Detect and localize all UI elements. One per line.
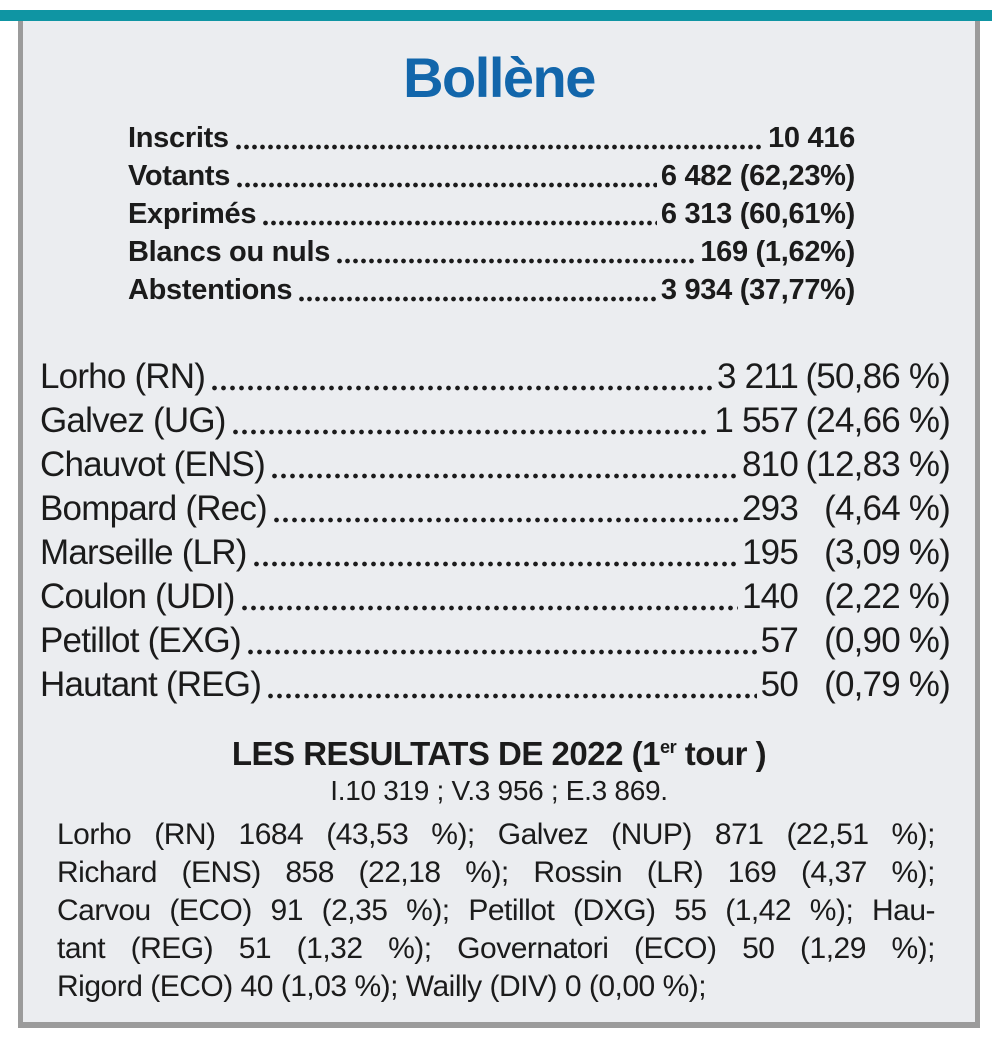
heading-text-suffix: tour ) — [676, 735, 767, 772]
candidate-percentage: (0,90 %) — [824, 621, 950, 660]
candidate-name: Chauvot (ENS) — [40, 445, 265, 484]
results-2022-line: Richard (ENS) 858 (22,18 %); Rossin (LR) 169 (4,37 %); — [57, 856, 935, 889]
dotted-leader — [233, 429, 711, 435]
candidate-percentage: (3,09 %) — [824, 533, 950, 572]
dotted-leader — [248, 649, 757, 655]
candidate-percentage: (0,79 %) — [824, 665, 950, 704]
candidates-block — [40, 355, 950, 707]
candidate-votes: 50 — [760, 665, 798, 704]
turnout-label: Blancs ou nuls — [128, 236, 331, 268]
results-2022-paragraph — [57, 816, 935, 1006]
turnout-label: Exprimés — [128, 198, 257, 230]
candidate-votes: 195 — [742, 533, 798, 572]
candidate-percentage: (12,83 %) — [805, 445, 950, 484]
candidate-row — [40, 355, 950, 399]
turnout-value: 3 934 (37,77%) — [660, 274, 855, 306]
dotted-leader — [212, 385, 713, 391]
dotted-leader — [272, 473, 738, 479]
dotted-leader — [268, 693, 757, 699]
heading-text: LES RESULTATS DE 2022 (1 — [231, 735, 660, 772]
turnout-value: 169 (1,62%) — [700, 236, 855, 268]
candidate-row — [40, 575, 950, 619]
candidate-name: Coulon (UDI) — [40, 577, 235, 616]
turnout-row-exprimes — [128, 195, 855, 233]
turnout-row-votants — [128, 157, 855, 195]
turnout-label: Votants — [128, 160, 231, 192]
results-2022-line: Carvou (ECO) 91 (2,35 %); Petillot (DXG) 55 (1,42 %); Hau- — [57, 894, 935, 927]
dotted-leader — [263, 220, 657, 226]
candidate-row — [40, 399, 950, 443]
turnout-value: 10 416 — [768, 122, 855, 154]
candidate-votes: 140 — [742, 577, 798, 616]
candidate-name: Lorho (RN) — [40, 357, 206, 396]
results-2022-heading — [23, 734, 975, 774]
dotted-leader — [337, 258, 696, 264]
candidate-name: Petillot (EXG) — [40, 621, 241, 660]
teal-top-bar — [0, 10, 992, 21]
candidate-votes: 57 — [760, 621, 798, 660]
candidate-name: Galvez (UG) — [40, 401, 226, 440]
candidate-row — [40, 531, 950, 575]
candidate-votes: 293 — [742, 489, 798, 528]
dotted-leader — [237, 182, 657, 188]
city-title: Bollène — [403, 46, 595, 109]
dotted-leader — [299, 296, 657, 302]
candidate-name: Bompard (Rec) — [40, 489, 267, 528]
heading-superscript: er — [659, 737, 677, 757]
results-2022-summary: I.10 319 ; V.3 956 ; E.3 869. — [330, 775, 668, 806]
dotted-leader — [236, 144, 764, 150]
turnout-block — [128, 119, 855, 309]
dotted-leader — [274, 517, 738, 523]
turnout-label: Inscrits — [128, 122, 229, 154]
candidate-percentage: (2,22 %) — [824, 577, 950, 616]
candidate-row — [40, 663, 950, 707]
dotted-leader — [242, 605, 738, 611]
turnout-row-abstentions — [128, 271, 855, 309]
candidate-percentage: (24,66 %) — [805, 401, 950, 440]
candidate-row — [40, 487, 950, 531]
turnout-row-blancs — [128, 233, 855, 271]
candidate-votes: 1 557 — [714, 401, 798, 440]
results-2022-line: tant (REG) 51 (1,32 %); Governatori (ECO) 50 (1,29 %); — [57, 932, 935, 965]
candidate-votes: 3 211 — [717, 357, 798, 396]
results-2022-line: Rigord (ECO) 40 (1,03 %); Wailly (DIV) 0 (0,00 %); — [57, 970, 707, 1003]
candidate-votes: 810 — [742, 445, 798, 484]
results-2022-line: Lorho (RN) 1684 (43,53 %); Galvez (NUP) 871 (22,51 %); — [57, 818, 935, 851]
results-panel — [18, 21, 980, 1028]
turnout-value: 6 313 (60,61%) — [660, 198, 855, 230]
candidate-name: Marseille (LR) — [40, 533, 247, 572]
candidate-percentage: (50,86 %) — [805, 357, 950, 396]
turnout-row-inscrits — [128, 119, 855, 157]
candidate-percentage: (4,64 %) — [824, 489, 950, 528]
dotted-leader — [254, 561, 738, 567]
turnout-label: Abstentions — [128, 274, 293, 306]
candidate-name: Hautant (REG) — [40, 665, 262, 704]
turnout-value: 6 482 (62,23%) — [660, 160, 855, 192]
candidate-row — [40, 443, 950, 487]
candidate-row — [40, 619, 950, 663]
